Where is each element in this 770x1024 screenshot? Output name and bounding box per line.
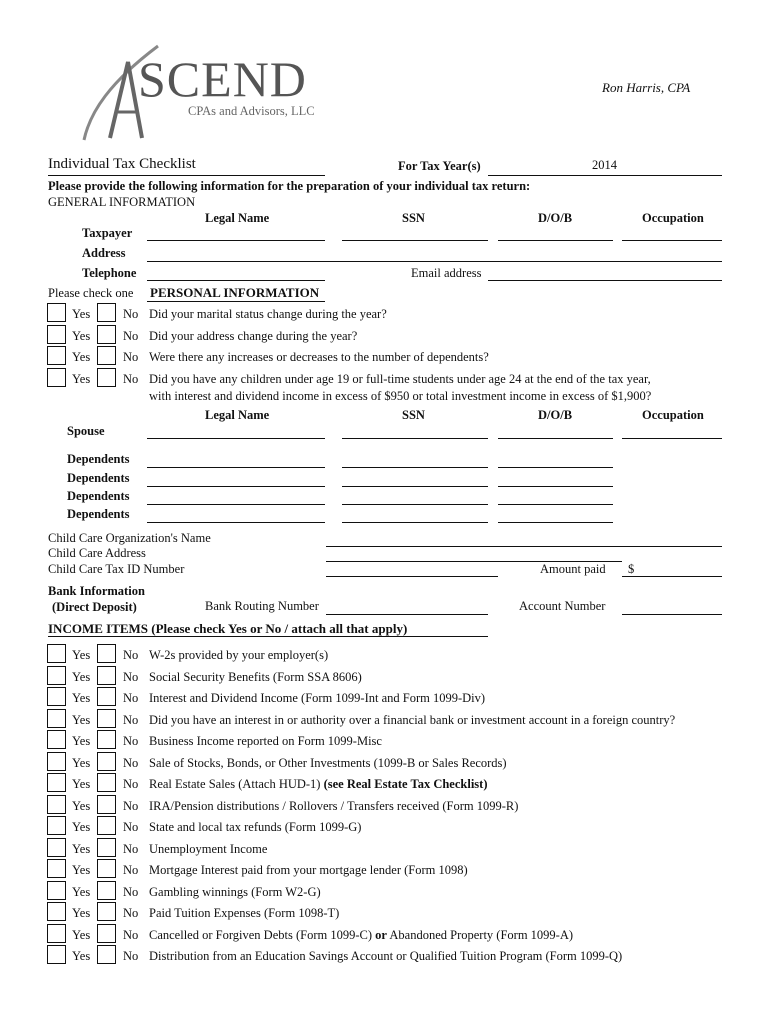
income-item-12-no-checkbox[interactable] [97,881,116,900]
no-label: No [123,949,139,963]
dependent-4-ssn-field[interactable] [342,522,488,523]
income-item-label: Social Security Benefits (Form SSA 8606) [149,670,362,684]
personal-q3-no-checkbox[interactable] [97,346,116,365]
dependent-3-ssn-field[interactable] [342,504,488,505]
routing-label: Bank Routing Number [205,599,319,613]
col-occupation-2: Occupation [642,408,704,422]
bank-sub: (Direct Deposit) [52,600,137,614]
account-field[interactable] [622,614,722,615]
dependent-2-dob-field[interactable] [498,486,613,487]
income-item-text [149,648,328,663]
telephone-field[interactable] [147,280,325,281]
email-field[interactable] [488,280,722,281]
income-item-1-yes-checkbox[interactable] [47,644,66,663]
income-item-13-yes-checkbox[interactable] [47,902,66,921]
income-item-after: Abandoned Property (Form 1099-A) [389,928,574,942]
income-item-4-yes-checkbox[interactable] [47,709,66,728]
dependent-3-name-field[interactable] [147,504,325,505]
col-dob-2: D/O/B [538,408,573,422]
no-label: No [123,691,139,705]
col-legal-name-2: Legal Name [205,408,270,422]
yes-label: Yes [72,885,91,899]
income-item-5-no-checkbox[interactable] [97,730,116,749]
income-item-label: Distribution from an Education Savings Account or Qualified Tuition Program (Form 1099-Q) [149,949,623,963]
no-label: No [123,885,139,899]
yes-label: Yes [72,670,91,684]
income-item-8-no-checkbox[interactable] [97,795,116,814]
dependent-3-dob-field[interactable] [498,504,613,505]
income-item-13-no-checkbox[interactable] [97,902,116,921]
dependents-label-4: Dependents [67,507,130,521]
income-item-label: Real Estate Sales (Attach HUD-1) [149,777,321,791]
personal-q1-no-checkbox[interactable] [97,303,116,322]
income-item-label: Unemployment Income [149,842,268,856]
yes-label: Yes [72,307,91,321]
no-label: No [123,329,139,343]
income-item-label: Sale of Stocks, Bonds, or Other Investments (1099-B or Sales Records) [149,756,507,770]
childcare-taxid-field[interactable] [326,576,498,577]
no-label: No [123,842,139,856]
instructions: Please provide the following information for the preparation of your individual tax return: [48,179,531,193]
yes-label: Yes [72,928,91,942]
email-label: Email address [411,266,482,280]
spouse-dob-field[interactable] [498,438,613,439]
personal-q3-yes-checkbox[interactable] [47,346,66,365]
yes-label: Yes [72,734,91,748]
routing-field[interactable] [326,614,488,615]
income-heading: INCOME ITEMS (Please check Yes or No / attach all that apply) [48,621,408,636]
yes-label: Yes [72,350,91,364]
question-text: Did your marital status change during the year? [149,307,387,321]
childcare-taxid-label: Child Care Tax ID Number [48,562,185,576]
childcare-org-label: Child Care Organization's Name [48,531,211,545]
income-item-label: Mortgage Interest paid from your mortgage lender (Form 1098) [149,863,468,877]
childcare-address-label: Child Care Address [48,546,146,560]
col-legal-name: Legal Name [205,211,270,225]
income-item-8-yes-checkbox[interactable] [47,795,66,814]
income-item-14-yes-checkbox[interactable] [47,924,66,943]
dollar-sign: $ [628,562,635,576]
yes-label: Yes [72,949,91,963]
dependents-label-2: Dependents [67,471,130,485]
logo-wordmark: SCEND [138,51,307,107]
no-label: No [123,906,139,920]
yes-label: Yes [72,863,91,877]
no-label: No [123,307,139,321]
no-label: No [123,350,139,364]
income-item-3-yes-checkbox[interactable] [47,687,66,706]
dependent-1-dob-field[interactable] [498,467,613,468]
spouse-occupation-field[interactable] [622,438,722,439]
no-label: No [123,863,139,877]
tax-year-value[interactable]: 2014 [592,158,617,172]
taxpayer-label: Taxpayer [82,226,133,240]
yes-label: Yes [72,756,91,770]
yes-label: Yes [72,713,91,727]
income-item-text [149,885,321,900]
income-item-3-no-checkbox[interactable] [97,687,116,706]
income-item-label: Business Income reported on Form 1099-Misc [149,734,382,748]
income-item-9-yes-checkbox[interactable] [47,816,66,835]
spouse-ssn-field[interactable] [342,438,488,439]
income-item-11-yes-checkbox[interactable] [47,859,66,878]
income-item-15-yes-checkbox[interactable] [47,945,66,964]
yes-label: Yes [72,820,91,834]
no-label: No [123,648,139,662]
check-one-label: Please check one [48,286,134,300]
income-item-bold: or [375,928,387,942]
income-item-14-no-checkbox[interactable] [97,924,116,943]
col-ssn: SSN [402,211,425,225]
income-item-15-no-checkbox[interactable] [97,945,116,964]
income-item-6-yes-checkbox[interactable] [47,752,66,771]
no-label: No [123,777,139,791]
income-item-label: Cancelled or Forgiven Debts (Form 1099-C) [149,928,372,942]
page-title: Individual Tax Checklist [48,156,196,172]
income-item-bold: (see Real Estate Tax Checklist) [323,777,488,791]
income-item-text [149,842,267,857]
amount-paid-label: Amount paid [540,562,606,576]
no-label: No [123,928,139,942]
personal-q1-yes-checkbox[interactable] [47,303,66,322]
address-field[interactable] [147,261,722,262]
income-item-11-no-checkbox[interactable] [97,859,116,878]
yes-label: Yes [72,691,91,705]
no-label: No [123,372,139,386]
income-item-label: Paid Tuition Expenses (Form 1098-T) [149,906,340,920]
dependent-4-dob-field[interactable] [498,522,613,523]
income-item-text [149,777,487,792]
income-item-7-yes-checkbox[interactable] [47,773,66,792]
dependent-2-ssn-field[interactable] [342,486,488,487]
dependent-4-name-field[interactable] [147,522,325,523]
tax-year-label: For Tax Year(s) [398,159,481,173]
amount-paid-field[interactable] [622,576,722,577]
income-item-text [149,670,362,685]
bank-heading: Bank Information [48,584,145,598]
income-item-text [149,949,622,964]
spouse-name-field[interactable] [147,438,325,439]
dependent-1-name-field[interactable] [147,467,325,468]
yes-label: Yes [72,799,91,813]
yes-label: Yes [72,842,91,856]
personal-q2-no-checkbox[interactable] [97,325,116,344]
general-heading: GENERAL INFORMATION [48,195,196,209]
income-item-text [149,799,518,814]
income-item-label: Interest and Dividend Income (Form 1099-Int and Form 1099-Div) [149,691,486,705]
personal-q4-yes-checkbox[interactable] [47,368,66,387]
income-item-2-no-checkbox[interactable] [97,666,116,685]
taxpayer-dob-field[interactable] [498,240,613,241]
personal-heading: PERSONAL INFORMATION [150,285,320,300]
income-item-text [149,713,675,728]
income-item-12-yes-checkbox[interactable] [47,881,66,900]
cpa-name: Ron Harris, CPA [602,80,691,95]
dependent-2-name-field[interactable] [147,486,325,487]
income-item-label: Gambling winnings (Form W2-G) [149,885,321,899]
col-ssn-2: SSN [402,408,425,422]
income-item-7-no-checkbox[interactable] [97,773,116,792]
income-item-4-no-checkbox[interactable] [97,709,116,728]
no-label: No [123,670,139,684]
taxpayer-ssn-field[interactable] [342,240,488,241]
income-item-text [149,928,573,943]
childcare-org-field[interactable] [326,546,722,547]
income-item-text [149,820,361,835]
logo-subtitle: CPAs and Advisors, LLC [188,104,315,118]
dependents-label-1: Dependents [67,452,130,466]
telephone-label: Telephone [82,266,137,280]
dependents-label-3: Dependents [67,489,130,503]
income-item-label: IRA/Pension distributions / Rollovers / Transfers received (Form 1099-R) [149,799,519,813]
question-text: Did your address change during the year? [149,329,358,343]
no-label: No [123,734,139,748]
income-item-6-no-checkbox[interactable] [97,752,116,771]
col-occupation: Occupation [642,211,704,225]
no-label: No [123,713,139,727]
income-item-text [149,734,382,749]
dependent-1-ssn-field[interactable] [342,467,488,468]
col-dob: D/O/B [538,211,573,225]
income-item-10-no-checkbox[interactable] [97,838,116,857]
income-item-5-yes-checkbox[interactable] [47,730,66,749]
question-text: Were there any increases or decreases to the number of dependents? [149,350,489,364]
income-item-2-yes-checkbox[interactable] [47,666,66,685]
yes-label: Yes [72,329,91,343]
no-label: No [123,820,139,834]
yes-label: Yes [72,777,91,791]
income-item-text [149,906,339,921]
income-item-text [149,863,468,878]
no-label: No [123,799,139,813]
question-text-cont: with interest and dividend income in excess of $950 or total investment income in excess of $1,900? [149,389,652,403]
taxpayer-occupation-field[interactable] [622,240,722,241]
account-label: Account Number [519,599,606,613]
spouse-label: Spouse [67,424,105,438]
personal-q2-yes-checkbox[interactable] [47,325,66,344]
income-item-1-no-checkbox[interactable] [97,644,116,663]
income-item-text [149,756,507,771]
question-text: Did you have any children under age 19 or full-time students under age 24 at the end of the tax year, [149,372,651,386]
no-label: No [123,756,139,770]
personal-q4-no-checkbox[interactable] [97,368,116,387]
yes-label: Yes [72,906,91,920]
yes-label: Yes [72,648,91,662]
income-item-text [149,691,485,706]
income-item-10-yes-checkbox[interactable] [47,838,66,857]
yes-label: Yes [72,372,91,386]
income-item-label: State and local tax refunds (Form 1099-G) [149,820,362,834]
address-label: Address [82,246,126,260]
income-item-9-no-checkbox[interactable] [97,816,116,835]
income-item-label: Did you have an interest in or authority over a financial bank or investment account in a foreign country? [149,713,676,727]
income-item-label: W-2s provided by your employer(s) [149,648,329,662]
taxpayer-name-field[interactable] [147,240,325,241]
